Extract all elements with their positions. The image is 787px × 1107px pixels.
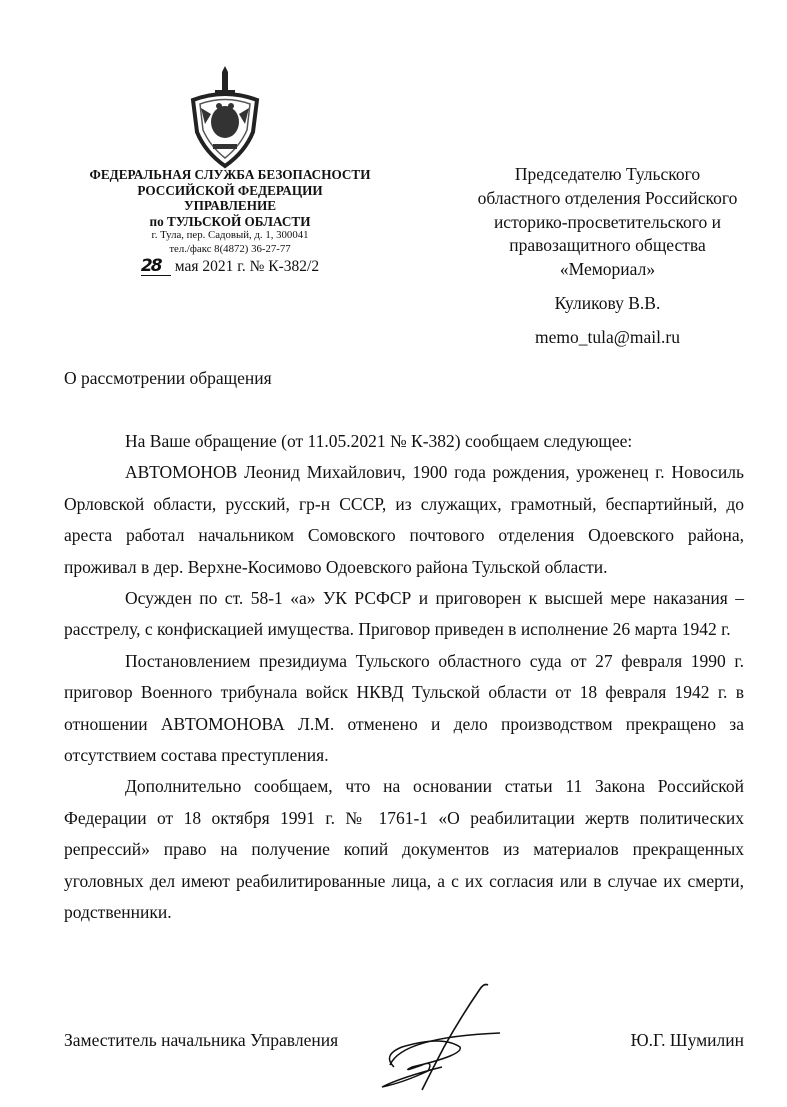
recipient-line: «Мемориал» [559,259,656,280]
recipient-line: историко-просветительского и [493,211,722,232]
recipient-line: областного отделения Российского [477,187,738,208]
signatory-position: Заместитель начальника Управления [64,1030,339,1050]
sender-org-line: по ТУЛЬСКОЙ ОБЛАСТИ [149,213,311,229]
signatory-name: Ю.Г. Шумилин [630,1030,744,1050]
fsb-emblem-icon [175,62,275,170]
signatory-row [64,1030,744,1051]
date-day-handwritten: 28 [141,258,171,276]
recipient-line: Председателю Тульского [514,164,701,184]
letter-subject: О рассмотрении обращения [64,368,272,388]
letter-body [64,426,744,929]
body-paragraph: На Ваше обращение (от 11.05.2021 № К-382) сообщаем следующее: [125,431,633,451]
body-paragraph: АВТОМОНОВ Леонид Михайлович, 1900 года рождения, уроженец г. Новосиль Орловской области, русский, гр-н СССР, из служащих, грамотный, беспартийный, до ареста работал начальником Сомовского почтового отделения Одоевского района, проживал в дер. Верхне-Косимово Одоевского района Тульской области. [64,462,744,577]
sender-address: г. Тула, пер. Садовый, д. 1, 300041 [151,229,309,241]
sender-org-line: РОССИЙСКОЙ ФЕДЕРАЦИИ [137,182,323,198]
recipient-name: Куликову В.В. [554,292,661,313]
sender-org-line: УПРАВЛЕНИЕ [183,198,277,213]
sender-org-line: ФЕДЕРАЛЬНАЯ СЛУЖБА БЕЗОПАСНОСТИ [89,167,371,182]
recipient-block [445,163,770,350]
body-paragraph: Постановлением президиума Тульского областного суда от 27 февраля 1990 г. приговор Военного трибунала войск НКВД Тульской области от 18 февраля 1942 г. в отношении АВТОМОНОВА Л.М. отменено и дело производством прекращено за отсутствием состава преступления. [64,650,744,766]
body-paragraph: Осужден по ст. 58-1 «а» УК РСФСР и приговорен к высшей мере наказания – расстрелу, с конфискацией имущества. Приговор приведен в исполнение 26 марта 1942 г. [64,588,744,640]
letter-date-number [70,257,390,277]
sender-block [70,167,390,277]
body-paragraph: Дополнительно сообщаем, что на основании статьи 11 Закона Российской Федерации от 18 октября 1991 г. № 1761-1 «О реабилитации жертв политических репрессий» право на получение копий документов из материалов прекращенных уголовных дел имеют реабилитированные лица, а с их согласия или в случае их смерти, родственники. [64,776,744,923]
date-rest: мая 2021 г. № К-382/2 [174,258,320,275]
recipient-email[interactable]: memo_tula@mail.ru [535,326,680,347]
sender-phone: тел./факс 8(4872) 36-27-77 [169,242,291,255]
recipient-line: правозащитного общества [509,235,706,256]
